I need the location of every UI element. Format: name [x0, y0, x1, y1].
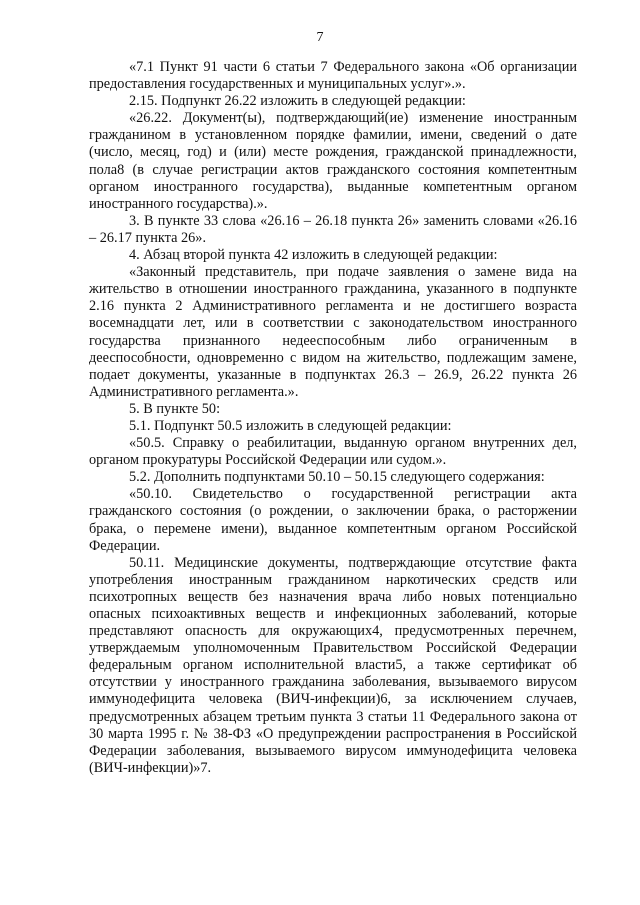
paragraph-legal-representative: «Законный представитель, при подаче заявления о замене вида на жительство в отношении иностранного гражданина, указанного в подпункте 2.16 пункта 2 Административного регламента и не достигшего возраста восемнадцати лет, или в соответствии с законодательством иностранного государства признанного недееспособным либо ограниченным в дееспособности, одновременно с видом на жительство, подлежащим замене, подает документы, указанные в подпунктах 26.3 – 26.9, 26.22 пункта 26 Административного регламента.».	[89, 264, 577, 400]
paragraph-4: 4. Абзац второй пункта 42 изложить в следующей редакции:	[129, 247, 498, 264]
page-number: 7	[316, 30, 324, 45]
paragraph-3: 3. В пункте 33 слова «26.16 – 26.18 пункта 26» заменить словами «26.16 – 26.17 пункта 26».	[89, 212, 577, 246]
paragraph-5-1: 5.1. Подпункт 50.5 изложить в следующей редакции:	[129, 417, 452, 434]
document-body	[89, 59, 577, 777]
paragraph-50-5: «50.5. Справку о реабилитации, выданную органом внутренних дел, органом прокуратуры Российской Федерации или судом.».	[89, 435, 577, 469]
paragraph-5: 5. В пункте 50:	[129, 400, 221, 417]
paragraph-7-1: «7.1 Пункт 91 части 6 статьи 7 Федерального закона «Об организации предоставления государственных и муниципальных услуг».».	[89, 59, 577, 93]
paragraph-50-11: 50.11. Медицинские документы, подтверждающие отсутствие факта употребления иностранным гражданином наркотических средств или психотропных веществ без назначения врача либо новых потенциально опасных психоактивных веществ и инфекционных заболеваний, которые представляют опасность для окружающих4, предусмотренных перечнем, утверждаемым уполномоченным Правительством Российской Федерации федеральным органом исполнительной власти5, а также сертификат об отсутствии у иностранного гражданина заболевания, вызываемого вирусом иммунодефицита человека (ВИЧ-инфекции)6, за исключением случаев, предусмотренных абзацем третьим пункта 3 статьи 11 Федерального закона от 30 марта 1995 г. № 38-ФЗ «О предупреждении распространения в Российской Федерации заболевания, вызываемого вирусом иммунодефицита человека (ВИЧ-инфекции)»7.	[89, 554, 577, 776]
paragraph-50-10: «50.10. Свидетельство о государственной регистрации акта гражданского состояния (о рождении, о заключении брака, о расторжении брака, о перемене имени), выданное компетентным органом Российской Федерации.	[89, 486, 577, 554]
paragraph-26-22: «26.22. Документ(ы), подтверждающий(ие) изменение иностранным гражданином в установленном порядке фамилии, имени, сведений о дате (число, месяц, год) и (или) месте рождения, гражданской принадлежности, пола8 (в случае регистрации актов гражданского состояния компетентным органом иностранного государства), выданные компетентным органом иностранного государства).».	[89, 110, 577, 212]
paragraph-5-2: 5.2. Дополнить подпунктами 50.10 – 50.15 следующего содержания:	[129, 469, 545, 486]
paragraph-2-15: 2.15. Подпункт 26.22 изложить в следующей редакции:	[129, 93, 466, 110]
